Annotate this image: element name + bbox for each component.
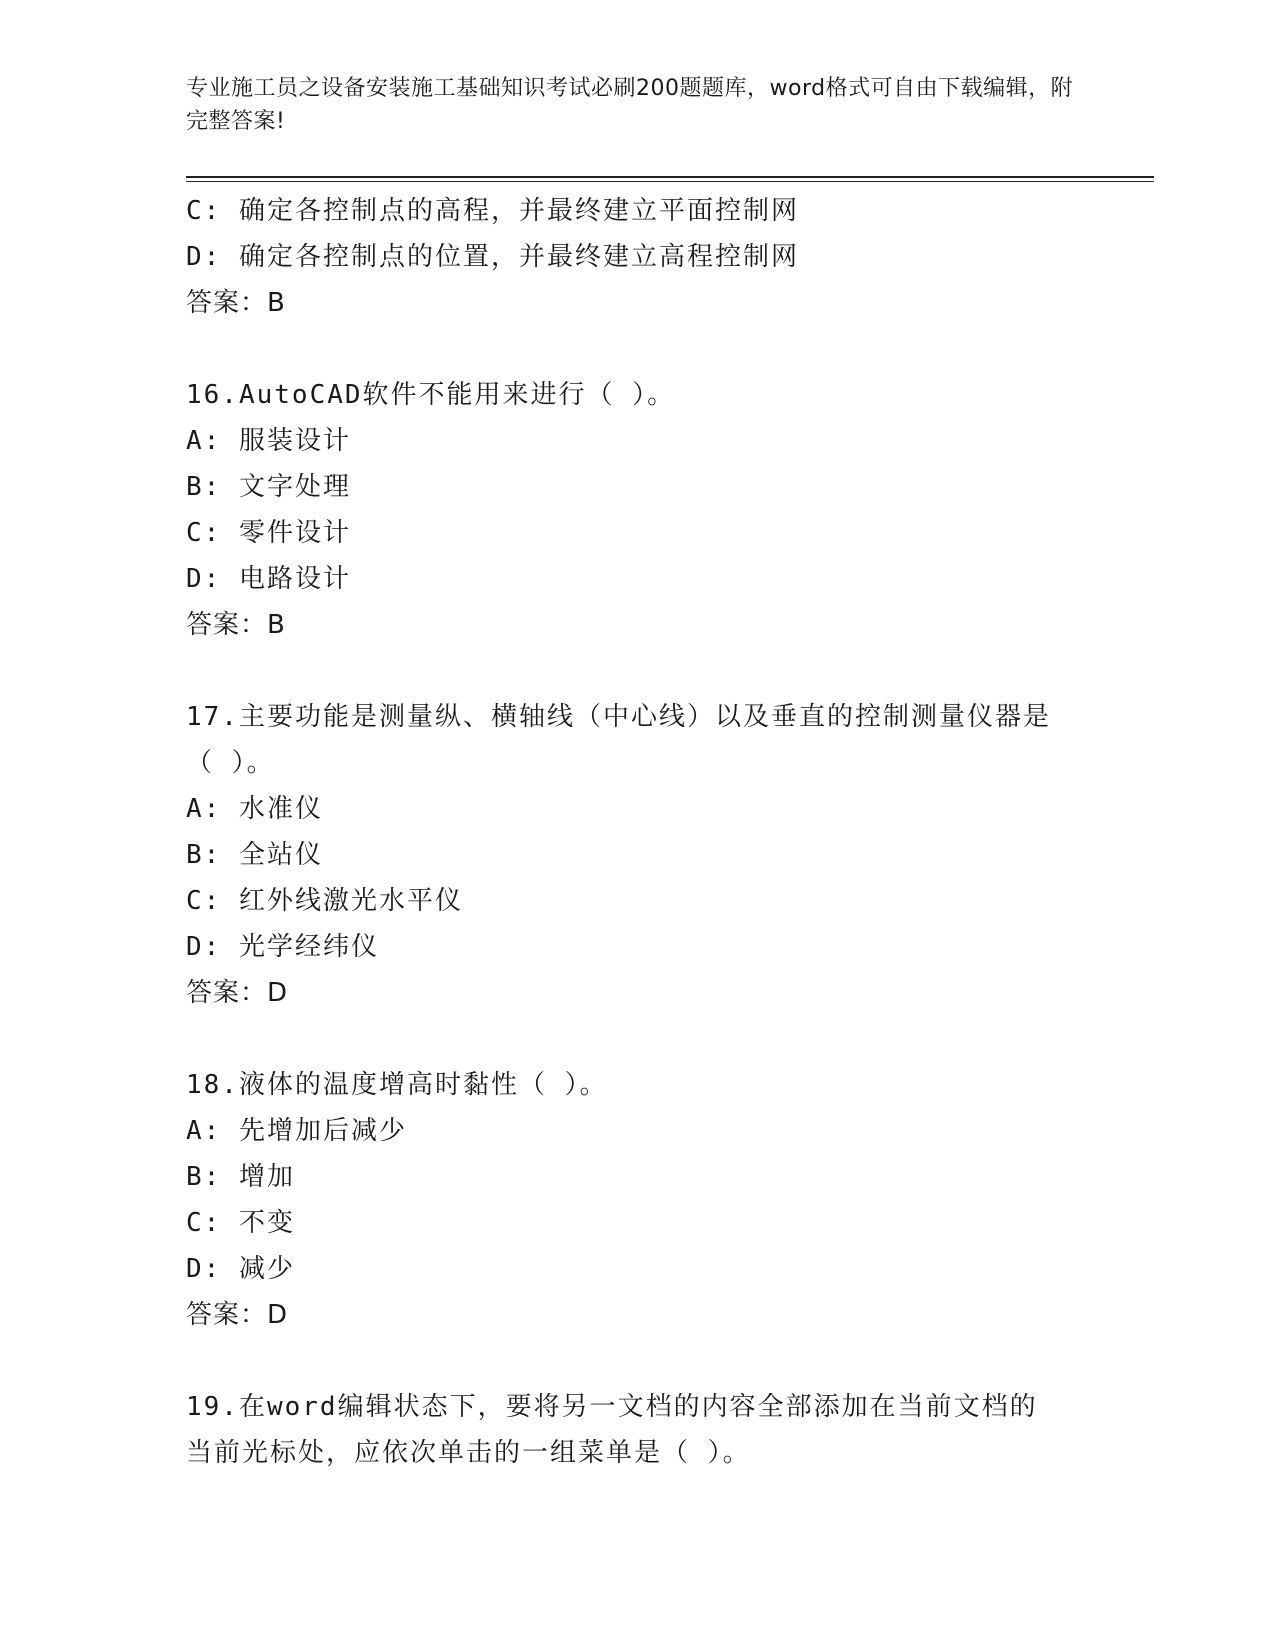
option-d: D: 确定各控制点的位置，并最终建立高程控制网 xyxy=(186,242,799,272)
answer: 答案：B xyxy=(186,288,286,318)
question-stem: 19.在word编辑状态下，要将另一文档的内容全部添加在当前文档的当前光标处，应依次单击的一组菜单是（ ）。 xyxy=(186,1392,1038,1468)
header-divider-thin xyxy=(186,181,1154,182)
option-a: A: 先增加后减少 xyxy=(186,1116,407,1146)
question-18 xyxy=(186,1062,1086,1338)
question-stem: 18.液体的温度增高时黏性（ ）。 xyxy=(186,1070,608,1100)
option-d: D: 减少 xyxy=(186,1254,295,1284)
question-19 xyxy=(186,1384,1086,1476)
question-stem: 17.主要功能是测量纵、横轴线（中心线）以及垂直的控制测量仪器是（ ）。 xyxy=(186,702,1051,778)
option-c: C: 红外线激光水平仪 xyxy=(186,886,463,916)
page-header: 专业施工员之设备安装施工基础知识考试必刷200题题库，word格式可自由下载编辑，附完整答案! xyxy=(186,76,1074,134)
answer: 答案：D xyxy=(186,978,289,1008)
question-17 xyxy=(186,694,1086,1016)
option-a: A: 水准仪 xyxy=(186,794,323,824)
option-b: B: 全站仪 xyxy=(186,840,323,870)
option-b: B: 增加 xyxy=(186,1162,295,1192)
option-c: C: 不变 xyxy=(186,1208,295,1238)
option-b: B: 文字处理 xyxy=(186,472,351,502)
option-d: D: 电路设计 xyxy=(186,564,351,594)
question-content xyxy=(186,188,1086,1476)
question-16 xyxy=(186,372,1086,648)
option-c: C: 零件设计 xyxy=(186,518,351,548)
question-continued xyxy=(186,188,1086,326)
option-d: D: 光学经纬仪 xyxy=(186,932,379,962)
header-divider xyxy=(186,176,1154,178)
question-stem: 16.AutoCAD软件不能用来进行（ ）。 xyxy=(186,380,676,410)
answer: 答案：D xyxy=(186,1300,289,1330)
answer: 答案：B xyxy=(186,610,286,640)
option-c: C: 确定各控制点的高程，并最终建立平面控制网 xyxy=(186,196,799,226)
option-a: A: 服装设计 xyxy=(186,426,351,456)
